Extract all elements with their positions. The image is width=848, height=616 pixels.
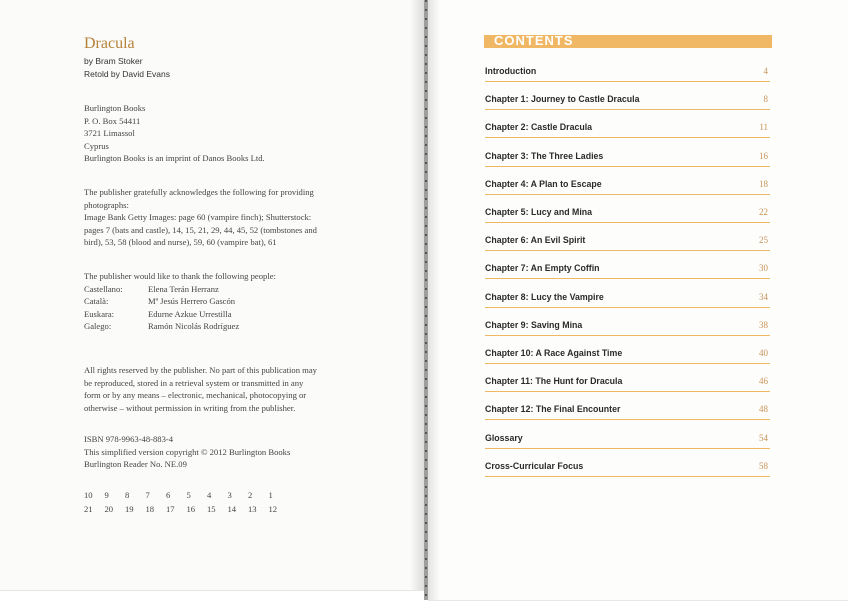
toc-entry-title: Chapter 7: An Empty Coffin xyxy=(485,263,600,274)
year-number: 13 xyxy=(248,504,257,514)
toc-entry xyxy=(485,172,770,195)
toc-entry-title: Chapter 6: An Evil Spirit xyxy=(485,235,586,246)
toc-entry-page: 48 xyxy=(759,404,768,415)
year-line xyxy=(84,504,289,514)
toc-entry-title: Chapter 11: The Hunt for Dracula xyxy=(485,376,623,387)
toc-entry-title: Cross-Curricular Focus xyxy=(485,460,584,471)
toc-entry-title: Chapter 5: Lucy and Mina xyxy=(485,207,593,217)
reteller-line: Retold by David Evans xyxy=(84,69,170,79)
toc-entry-page: 4 xyxy=(763,66,768,76)
address-line: Burlington Books xyxy=(84,103,146,113)
toc-entry-title: Glossary xyxy=(485,432,523,443)
book-title: Dracula xyxy=(84,35,135,52)
year-number: 12 xyxy=(268,504,278,514)
year-number: 16 xyxy=(186,504,196,514)
year-number: 15 xyxy=(207,504,216,514)
toc-entry-page: 25 xyxy=(759,235,768,246)
translator-row xyxy=(84,308,384,321)
rights-line: otherwise – without permission in writing from the publisher. xyxy=(84,402,296,413)
print-number: 3 xyxy=(227,490,232,500)
print-number: 8 xyxy=(125,490,130,500)
photo-credits xyxy=(84,186,384,249)
author-line: by Bram Stoker xyxy=(84,56,143,66)
toc-entry xyxy=(485,144,770,167)
toc-entry-title: Chapter 3: The Three Ladies xyxy=(485,150,604,161)
toc-entry-title: Chapter 1: Journey to Castle Dracula xyxy=(485,94,640,105)
address-line: Burlington Books is an imprint of Danos Books Ltd. xyxy=(84,153,265,163)
year-number: 21 xyxy=(84,504,93,514)
year-number: 18 xyxy=(145,504,155,514)
page-gutter-shadow xyxy=(410,0,424,590)
toc-entry-page: 58 xyxy=(759,460,768,471)
toc-entry-page: 46 xyxy=(759,376,768,387)
contents-heading: CONTENTS xyxy=(494,33,574,48)
isbn-line: This simplified version copyright © 2012 Burlington Books xyxy=(84,446,291,457)
toc-entry-title: Chapter 12: The Final Encounter xyxy=(485,404,621,415)
year-number: 14 xyxy=(227,504,237,514)
toc-entry xyxy=(485,228,770,251)
toc-entry xyxy=(485,426,770,449)
translator-name: Edurne Azkue Urrestilla xyxy=(148,308,232,319)
publisher-address xyxy=(84,102,384,165)
credits-line: pages 7 (bats and castle), 14, 15, 21, 29, 44, 45, 52 (tombstones and xyxy=(84,224,317,235)
isbn-line: Burlington Reader No. NE.09 xyxy=(84,459,187,469)
toc-entry-page: 40 xyxy=(759,348,768,358)
translator-name: Elena Terán Herranz xyxy=(148,283,219,294)
toc-entry-page: 11 xyxy=(759,122,768,133)
thanks-intro: The publisher would like to thank the following people: xyxy=(84,271,276,281)
print-number: 6 xyxy=(166,490,171,500)
toc-entry-page: 30 xyxy=(759,263,768,274)
print-number: 5 xyxy=(186,490,191,500)
toc-entry xyxy=(485,115,770,138)
toc-entry-page: 34 xyxy=(759,291,768,302)
rights-line: form or by any means – electronic, mechanical, photocopying or xyxy=(84,390,307,400)
address-line: 3721 Limassol xyxy=(84,128,135,138)
toc-entry-page: 22 xyxy=(759,207,768,217)
print-number: 2 xyxy=(248,490,253,500)
credits-line: photographs: xyxy=(84,199,129,210)
credits-line: The publisher gratefully acknowledges the following for providing xyxy=(84,187,314,197)
toc-entry-title: Chapter 2: Castle Dracula xyxy=(485,122,593,133)
toc-entry-page: 16 xyxy=(759,150,768,161)
isbn-line: ISBN 978-9963-48-883-4 xyxy=(84,434,174,444)
year-number: 20 xyxy=(104,504,114,514)
print-number: 9 xyxy=(104,490,109,500)
toc-entry-title: Chapter 4: A Plan to Escape xyxy=(485,178,602,189)
translator-name: Mª Jesús Herrero Gascón xyxy=(148,296,236,306)
translator-language: Euskara: xyxy=(84,308,115,319)
credits-line: bird), 53, 58 (blood and nurse), 59, 60 (vampire bat), 61 xyxy=(84,237,277,247)
address-line: Cyprus xyxy=(84,140,109,151)
toc-entry xyxy=(485,87,770,110)
toc-entry xyxy=(485,285,770,308)
toc-entry-page: 18 xyxy=(759,178,768,189)
translator-row xyxy=(84,295,384,308)
print-number: 1 xyxy=(268,490,273,500)
translator-language: Galego: xyxy=(84,321,112,331)
translator-language: Castellano: xyxy=(84,283,123,294)
rights-notice xyxy=(84,364,384,414)
year-number: 19 xyxy=(125,504,134,514)
translator-row xyxy=(84,283,384,296)
toc-entry-title: Chapter 8: Lucy the Vampire xyxy=(485,291,604,302)
toc-entry xyxy=(485,200,770,223)
isbn-block xyxy=(84,433,384,471)
print-number: 7 xyxy=(145,490,150,500)
address-line: P. O. Box 54411 xyxy=(84,115,141,126)
year-number: 17 xyxy=(166,504,175,514)
print-number: 10 xyxy=(84,490,93,500)
page-gutter-shadow xyxy=(428,0,440,600)
toc-entry xyxy=(485,341,770,364)
rights-line: be reproduced, stored in a retrieval system or transmitted in any xyxy=(84,377,304,388)
toc-entry-page: 38 xyxy=(759,319,768,330)
toc-entry xyxy=(485,369,770,392)
print-line xyxy=(84,490,289,500)
toc-entry xyxy=(485,397,770,420)
toc-entry xyxy=(485,256,770,279)
rights-line: All rights reserved by the publisher. No part of this publication may xyxy=(84,365,317,375)
translator-name: Ramón Nicolás Rodríguez xyxy=(148,321,240,331)
toc-entry xyxy=(485,313,770,336)
credits-line: Image Bank Getty Images: page 60 (vampire finch); Shutterstock: xyxy=(84,212,312,222)
copyright-page xyxy=(0,0,424,591)
acknowledgements xyxy=(84,270,384,333)
toc-entry-page: 54 xyxy=(759,432,768,443)
print-number: 4 xyxy=(207,490,212,500)
toc-entry xyxy=(485,59,770,82)
toc-entry xyxy=(485,454,770,477)
toc-entry-title: Introduction xyxy=(485,66,537,76)
toc-entry-title: Chapter 9: Saving Mina xyxy=(485,319,583,330)
toc-entry-page: 8 xyxy=(763,94,768,105)
translator-row xyxy=(84,320,384,333)
toc-entry-title: Chapter 10: A Race Against Time xyxy=(485,348,623,358)
translator-language: Català: xyxy=(84,296,109,306)
